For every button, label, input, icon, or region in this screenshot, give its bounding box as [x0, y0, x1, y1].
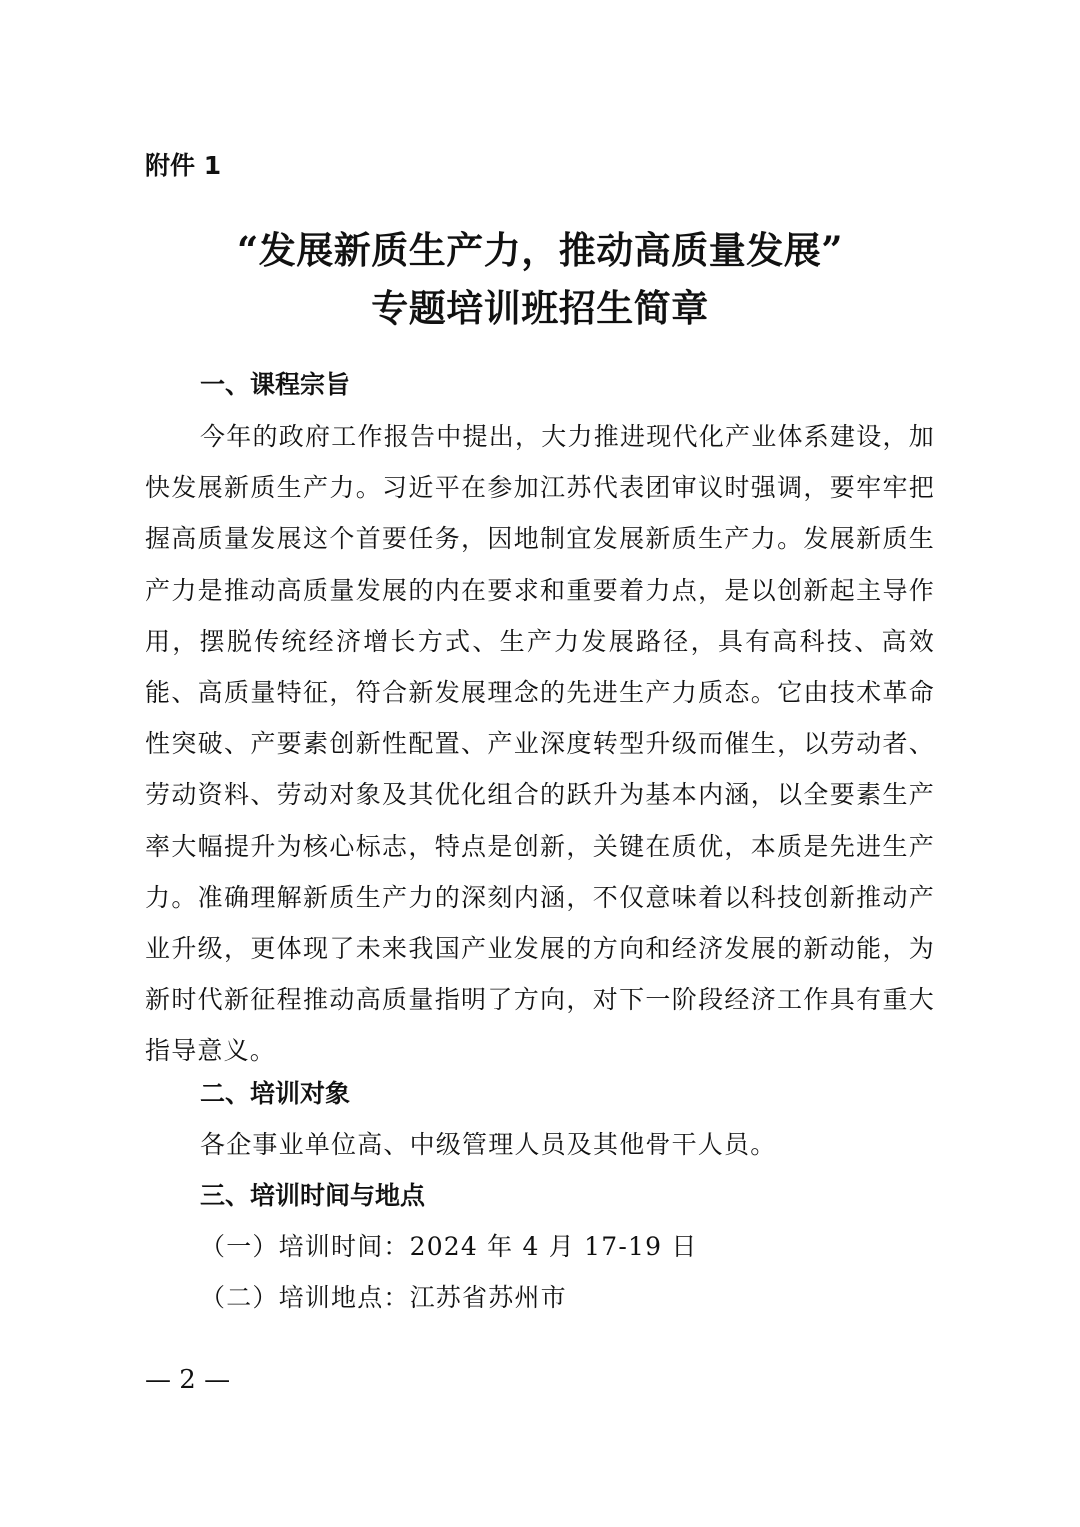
section-body-purpose: 今年的政府工作报告中提出，大力推进现代化产业体系建设，加快发展新质生产力。习近平在参加江苏代表团审议时强调，要牢牢把握高质量发展这个首要任务，因地制宜发展新质生产力。发展新质生产力是推动高质量发展的内在要求和重要着力点，是以创新起主导作用，摆脱传统经济增长方式、生产力发展路径，具有高科技、高效能、高质量特征，符合新发展理念的先进生产力质态。它由技术革命性突破、产要素创新性配置、产业深度转型升级而催生，以劳动者、劳动资料、劳动对象及其优化组合的跃升为基本内涵，以全要素生产率大幅提升为核心标志，特点是创新，关键在质优，本质是先进生产力。准确理解新质生产力的深刻内涵，不仅意味着以科技创新推动产业升级，更体现了未来我国产业发展的方向和经济发展的新动能，为新时代新征程推动高质量指明了方向，对下一阶段经济工作具有重大指导意义。: [145, 422, 935, 1066]
section-body-audience: 各企事业单位高、中级管理人员及其他骨干人员。: [200, 1130, 777, 1159]
training-time-item: （一）培训时间：2024 年 4 月 17-19 日: [200, 1232, 698, 1261]
page-number: — 2 —: [145, 1365, 231, 1395]
training-location-item: （二）培训地点：江苏省苏州市: [200, 1283, 567, 1312]
attachment-label: 附件 1: [145, 151, 222, 180]
section-heading-purpose: 一、课程宗旨: [200, 370, 351, 399]
document-title-line-2: 专题培训班招生简章: [371, 286, 709, 330]
section-heading-audience: 二、培训对象: [200, 1079, 351, 1108]
section-heading-time-place: 三、培训时间与地点: [200, 1181, 426, 1210]
document-title-line-1: “发展新质生产力，推动高质量发展”: [236, 228, 844, 272]
